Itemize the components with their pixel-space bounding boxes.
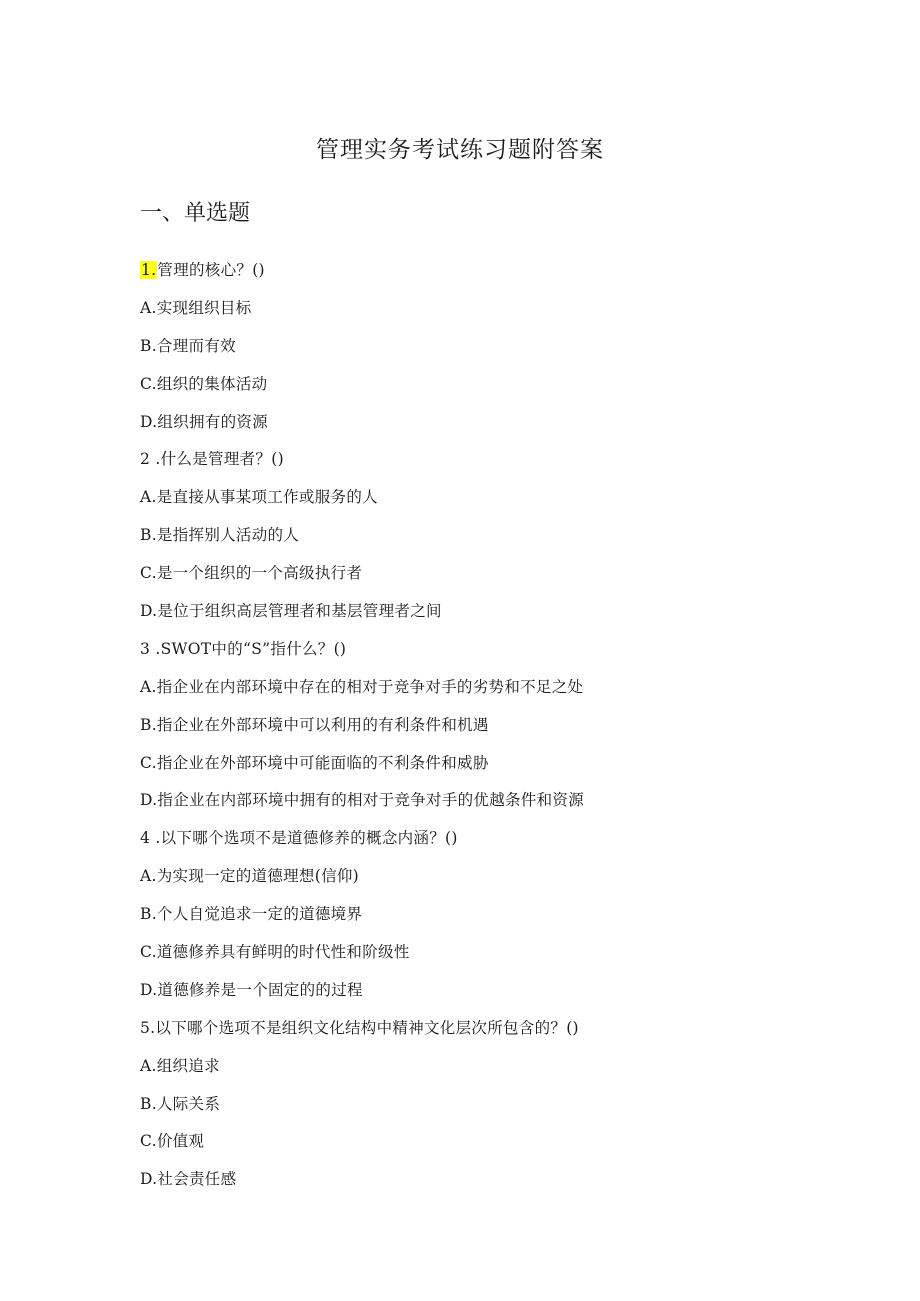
question-number: 2: [140, 450, 151, 469]
question-text: 以下哪个选项不是组织文化结构中精神文化层次所包含的？(): [155, 1018, 579, 1037]
question-1: [140, 252, 880, 290]
option-d: D.社会责任感: [140, 1170, 237, 1189]
question-text: .SWOT中的“S”指什么？(): [150, 639, 347, 658]
option-d: D.组织拥有的资源: [140, 412, 269, 431]
option-a: A.为实现一定的道德理想(信仰): [140, 867, 360, 886]
section-heading: 一、单选题: [140, 201, 251, 226]
question-number: 3: [140, 639, 151, 658]
question-4: [140, 820, 880, 858]
option-d: D.道德修养是一个固定的的过程: [140, 980, 363, 999]
question-5: [140, 1010, 880, 1048]
option-b: B.合理而有效: [140, 336, 236, 355]
document-title: 管理实务考试练习题附答案: [316, 137, 604, 163]
option-b: B.人际关系: [140, 1094, 221, 1113]
option-a: A.指企业在内部环境中存在的相对于竞争对手的劣势和不足之处: [140, 677, 584, 696]
option-a: A.组织追求: [140, 1056, 220, 1075]
option-b: B.个人自觉追求一定的道德境界: [140, 905, 363, 924]
question-3: [140, 631, 880, 669]
option-c: C.价值观: [140, 1132, 205, 1151]
question-text: .以下哪个选项不是道德修养的概念内涵？(): [150, 829, 458, 848]
question-text: 管理的核心？(): [157, 261, 265, 279]
option-c: C.组织的集体活动: [140, 374, 268, 393]
option-a: A.是直接从事某项工作或服务的人: [140, 488, 378, 507]
option-c: C.是一个组织的一个高级执行者: [140, 564, 363, 583]
question-2: [140, 441, 880, 479]
question-number-highlighted: 1.: [141, 261, 157, 279]
option-a: A.实现组织目标: [140, 298, 252, 317]
option-b: B.指企业在外部环境中可以利用的有利条件和机遇: [140, 715, 489, 734]
option-c: C.道德修养具有鲜明的时代性和阶级性: [140, 943, 410, 962]
option-c: C.指企业在外部环境中可能面临的不利条件和威胁: [140, 753, 489, 772]
question-list: [140, 252, 880, 1199]
option-d: D.指企业在内部环境中拥有的相对于竞争对手的优越条件和资源: [140, 791, 585, 810]
option-d: D.是位于组织高层管理者和基层管理者之间: [140, 602, 442, 621]
question-number: 5.: [140, 1018, 156, 1037]
option-b: B.是指挥别人活动的人: [140, 526, 300, 545]
question-number: 4: [140, 829, 151, 848]
question-text: .什么是管理者？(): [150, 450, 284, 469]
